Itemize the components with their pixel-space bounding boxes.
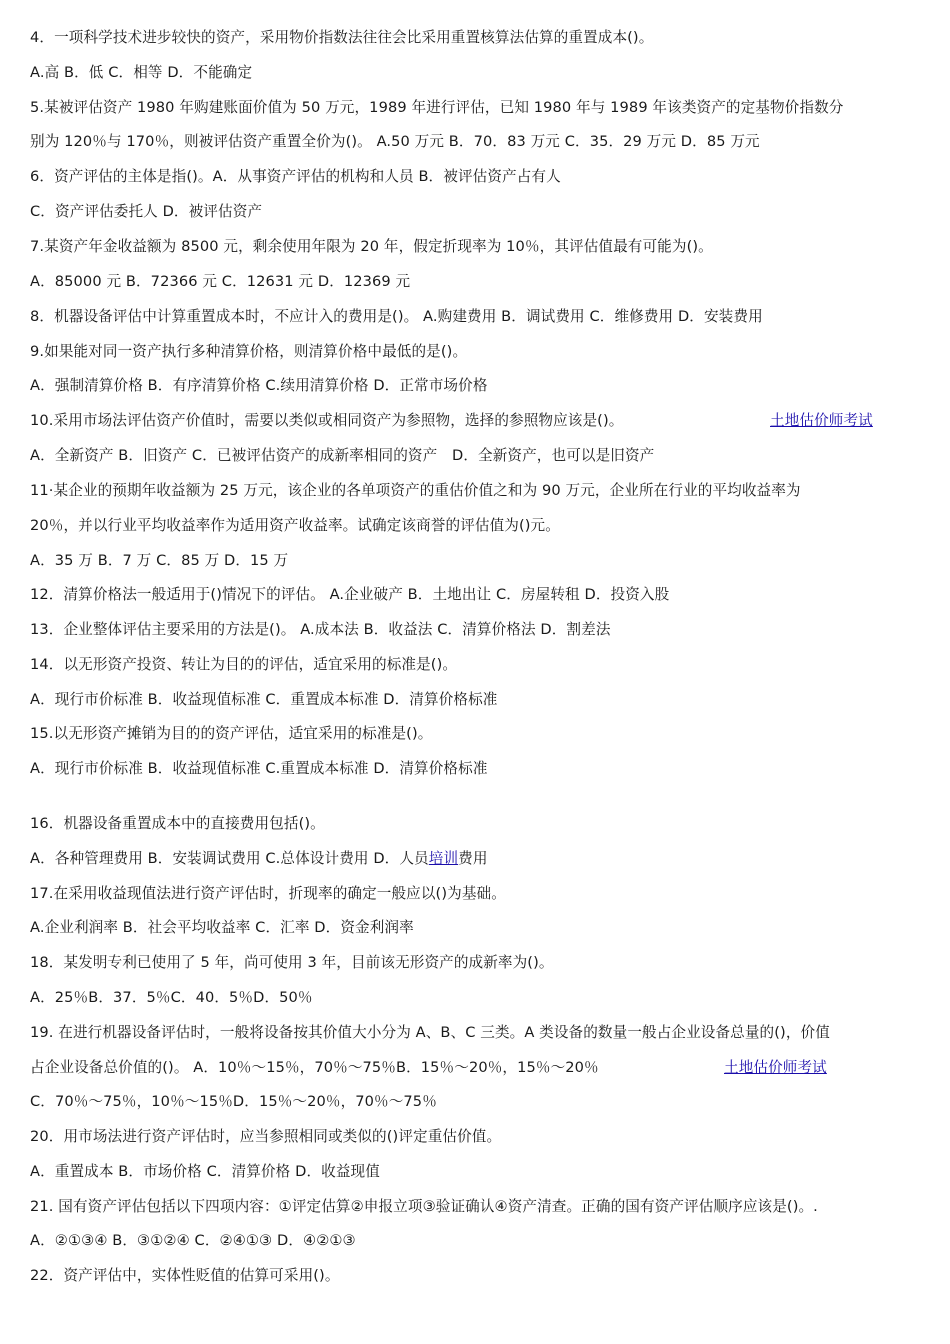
text-line: 16．机器设备重置成本中的直接费用包括()。 [30,815,325,832]
text-line: A．25％B．37．5％C．40．5％D．50％ [30,989,313,1006]
text-line: A.企业利润率 B．社会平均收益率 C．汇率 D．资金利润率 [30,919,414,936]
text-line: 7.某资产年金收益额为 8500 元，剩余使用年限为 20 年，假定折现率为 10％，其评估值最有可能为()。 [30,238,713,255]
text-line: A.高 B．低 C．相等 D．不能确定 [30,64,253,81]
text-line: 11·某企业的预期年收益额为 25 万元，该企业的各单项资产的重估价值之和为 90 万元，企业所在行业的平均收益率为 [30,482,801,499]
text-line: 15.以无形资产摊销为目的的资产评估，适宜采用的标准是()。 [30,725,433,742]
text-line: A．全新资产 B．旧资产 C．已被评估资产的成新率相同的资产 D．全新资产，也可以是旧资产 [30,447,655,464]
text-line: A．现行市价标准 B．收益现值标准 C．重置成本标准 D．清算价格标准 [30,691,498,708]
text-line: 4．一项科学技术进步较快的资产，采用物价指数法往往会比采用重置核算法估算的重置成本()。 [30,29,654,46]
question-text: 10.采用市场法评估资产价值时，需要以类似或相同资产为参照物，选择的参照物应该是()。 [30,412,624,429]
answer-text-after: 费用 [458,850,488,867]
text-line-with-link [30,849,922,869]
text-line: C．70％～75％，10％～15％D．15％～20％，70％～75％ [30,1093,437,1110]
text-line: 别为 120％与 170％，则被评估资产重置全价为()。 A.50 万元 B．70．83 万元 C．35．29 万元 D．85 万元 [30,133,760,150]
text-line: 12．清算价格法一般适用于()情况下的评估。 A.企业破产 B．土地出让 C．房屋转租 D．投资入股 [30,586,670,603]
text-line: 21. 国有资产评估包括以下四项内容：①评定估算②申报立项③验证确认④资产清查。正确的国有资产评估顺序应该是()。. [30,1198,818,1215]
text-line: A．强制清算价格 B．有序清算价格 C.续用清算价格 D．正常市场价格 [30,377,488,394]
text-line: 22．资产评估中，实体性贬值的估算可采用()。 [30,1267,340,1284]
text-line: 14．以无形资产投资、转让为目的的评估，适宜采用的标准是()。 [30,656,458,673]
text-line: C．资产评估委托人 D．被评估资产 [30,203,263,220]
text-line-with-link [30,411,922,431]
text-line: 20．用市场法进行资产评估时，应当参照相同或类似的()评定重估价值。 [30,1128,502,1145]
text-line: 6．资产评估的主体是指()。A．从事资产评估的机构和人员 B．被评估资产占有人 [30,168,561,185]
text-line: A．35 万 B．7 万 C．85 万 D．15 万 [30,552,289,569]
text-line: 18．某发明专利已使用了 5 年，尚可使用 3 年，目前该无形资产的成新率为()。 [30,954,554,971]
exam-link[interactable]: 土地估价师考试 [770,412,873,429]
text-line: 19. 在进行机器设备评估时，一般将设备按其价值大小分为 A、B、C 三类。A 类设备的数量一般占企业设备总量的()，价值 [30,1024,830,1041]
answer-text-before: A．各种管理费用 B．安装调试费用 C.总体设计费用 D．人员 [30,850,429,867]
text-line: 20％，并以行业平均收益率作为适用资产收益率。试确定该商誉的评估值为()元。 [30,517,560,534]
exam-link[interactable]: 土地估价师考试 [724,1059,827,1076]
text-line-with-link [30,1058,922,1078]
text-line: 9.如果能对同一资产执行多种清算价格，则清算价格中最低的是()。 [30,343,468,360]
question-text: 占企业设备总价值的()。 A．10％～15％，70％～75％B．15％～20％，15％～20％ [30,1059,599,1076]
text-line: A．现行市价标准 B．收益现值标准 C.重置成本标准 D．清算价格标准 [30,760,488,777]
training-link[interactable]: 培训 [428,850,459,867]
text-line: 8．机器设备评估中计算重置成本时，不应计入的费用是()。 A.购建费用 B．调试费用 C．维修费用 D．安装费用 [30,308,763,325]
text-line: A．85000 元 B．72366 元 C．12631 元 D．12369 元 [30,273,411,290]
text-line: A．重置成本 B．市场价格 C．清算价格 D．收益现值 [30,1163,380,1180]
text-line: 5.某被评估资产 1980 年购建账面价值为 50 万元，1989 年进行评估，已知 1980 年与 1989 年该类资产的定基物价指数分 [30,99,844,116]
text-line: 17.在采用收益现值法进行资产评估时，折现率的确定一般应以()为基础。 [30,885,506,902]
text-line: A．②①③④ B．③①②④ C．②④①③ D．④②①③ [30,1232,356,1249]
text-line: 13．企业整体评估主要采用的方法是()。 A.成本法 B．收益法 C．清算价格法 D．割差法 [30,621,611,638]
